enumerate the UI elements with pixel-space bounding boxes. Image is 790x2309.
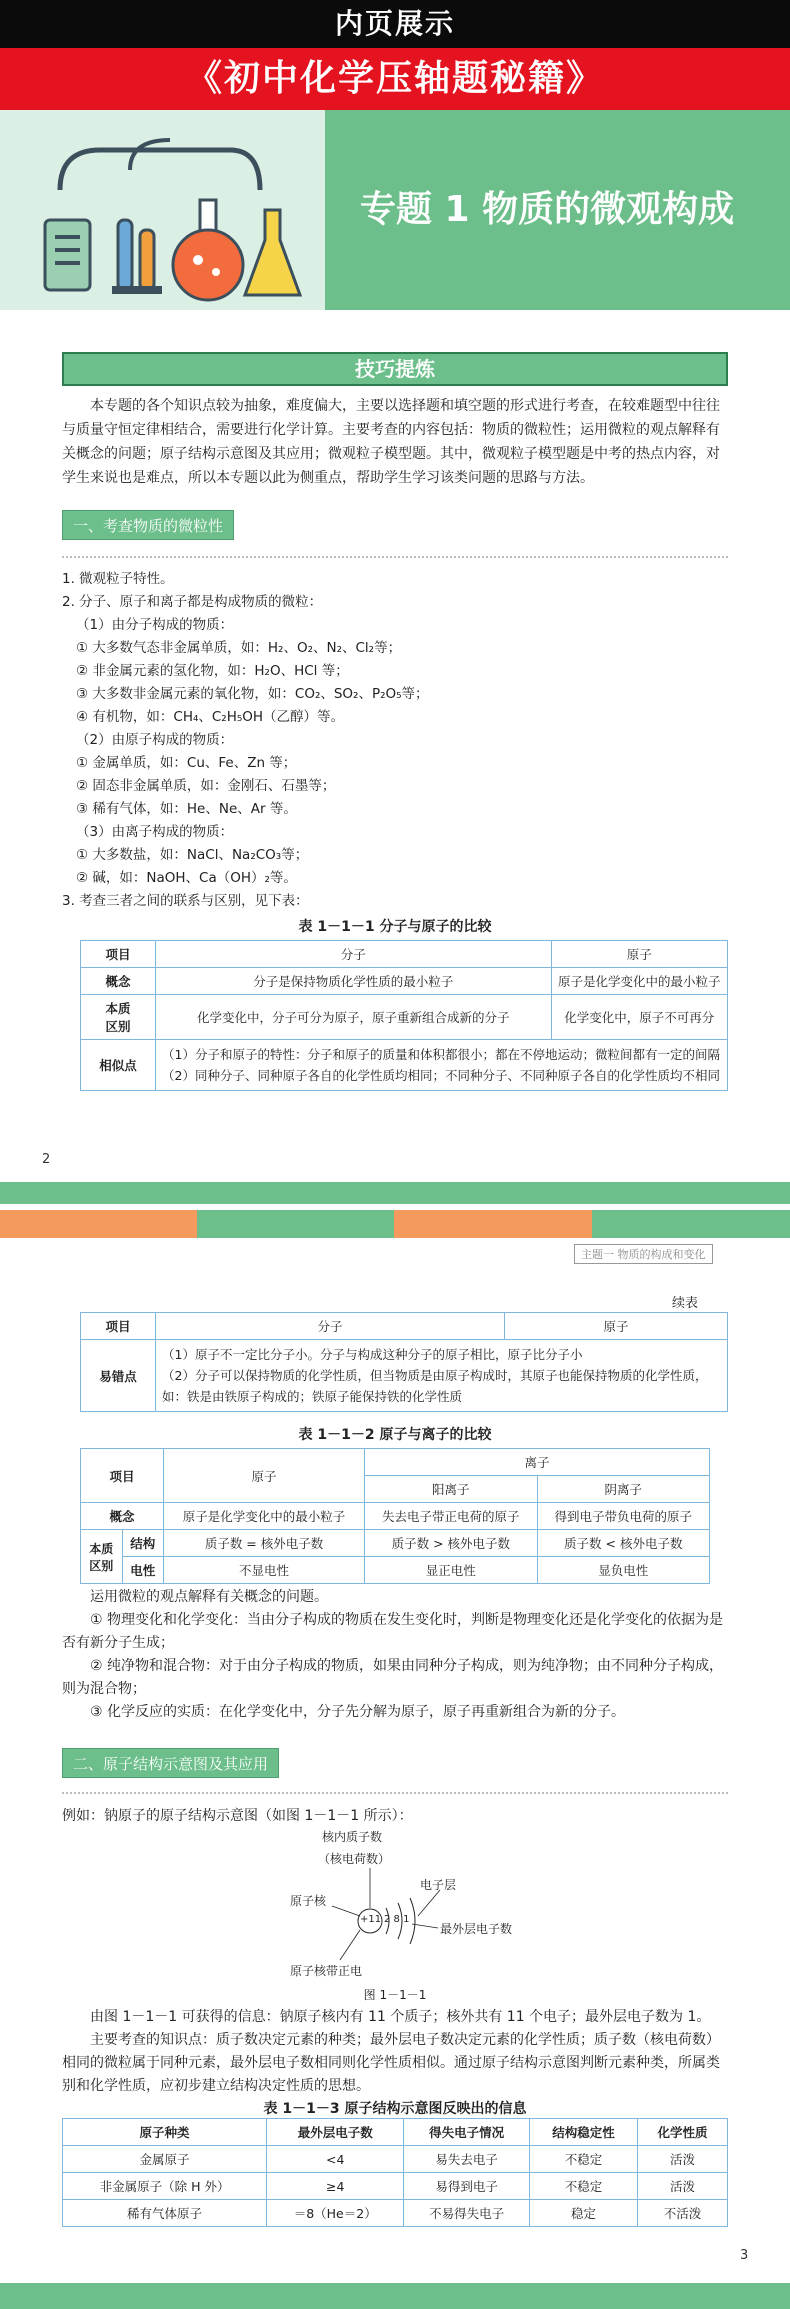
table-header: 最外层电子数 [267, 2119, 404, 2146]
info-line: 主要考查的知识点：质子数决定元素的种类；最外层电子数决定元素的化学性质；质子数（核电荷数）相同的微粒属于同种元素，最外层电子数相同则化学性质相似。通过原子结构示意图判断元素种类，所属类别和化学性质，应初步建立结构决定性质的思想。 [62, 2032, 720, 2094]
table-header: 项目 [81, 941, 156, 968]
list-item: 3. 考查三者之间的联系与区别，见下表： [62, 893, 309, 909]
table-header: 项目 [81, 1313, 156, 1340]
list-item: ② 固态非金属单质，如：金刚石、石墨等； [76, 778, 336, 794]
page-stripe [394, 1210, 592, 1238]
similarity-2: （2）同种分子、同种原子各自的化学性质均相同；不同种分子、不同种原子各自的化学性质均不相同 [162, 1068, 720, 1083]
table-cell: <4 [267, 2146, 404, 2173]
table-cell: 结构 [122, 1530, 164, 1557]
sodium-atom-diagram [260, 1828, 550, 1978]
table-cell: ＝8（He＝2） [267, 2200, 404, 2227]
table-header: 结构稳定性 [530, 2119, 638, 2146]
section2-heading: 二、原子结构示意图及其应用 [62, 1748, 279, 1778]
label-electron-shell: 电子层 [420, 1878, 457, 1892]
table3-title: 表 1－1－3 原子结构示意图反映出的信息 [263, 2101, 527, 2117]
table-cell: 分子是保持物质化学性质的最小粒子 [156, 968, 552, 995]
table-cell: 活泼 [637, 2173, 727, 2200]
divider [62, 1792, 728, 1794]
table-cell: 不稳定 [530, 2173, 638, 2200]
table-cell [156, 1340, 728, 1412]
table2-title: 表 1－1－2 原子与离子的比较 [298, 1427, 492, 1443]
explain-line: 运用微粒的观点解释有关概念的问题。 [90, 1589, 328, 1605]
pitfall-1: （1）原子不一定比分子小。分子与构成这种分子的原子相比，原子比分子小 [162, 1347, 583, 1362]
example-line: 例如：钠原子的原子结构示意图（如图 1－1－1 所示）： [62, 1808, 413, 1824]
table-header: 化学性质 [637, 2119, 727, 2146]
explain-line: ① 物理变化和化学变化：当由分子构成的物质在发生变化时，判断是物理变化还是化学变化的依据为是否有新分子生成； [62, 1612, 723, 1651]
explain-line: ③ 化学反应的实质：在化学变化中，分子先分解为原子，原子再重新组合为新的分子。 [90, 1704, 625, 1720]
list-item: ③ 稀有气体，如：He、Ne、Ar 等。 [76, 801, 297, 817]
page-number: 3 [740, 2248, 749, 2263]
table-header: 离子 [365, 1449, 710, 1476]
figure-caption: 图 1－1－1 [363, 1988, 427, 2002]
electron-config: 2 8 1 [384, 1914, 410, 1925]
list-item: ① 金属单质，如：Cu、Fe、Zn 等； [76, 755, 297, 771]
section1-list [62, 568, 728, 913]
table-cell: 稀有气体原子 [63, 2200, 267, 2227]
section1-heading: 一、考查物质的微粒性 [62, 510, 234, 540]
tips-paragraph: 本专题的各个知识点较为抽象，难度偏大，主要以选择题和填空题的形式进行考查，在较难题型中往往与质量守恒定律相结合，需要进行化学计算。主要考查的内容包括：物质的微粒性；运用微粒的观点解释有关概念的问题；原子结构示意图及其应用；微观粒子模型题。其中，微观粒子模型题是中考的热点内容，对学生来说也是难点，所以本专题以此为侧重点，帮助学生学习该类问题的思路与方法。 [62, 398, 720, 486]
divider [62, 556, 728, 558]
table-cell: 化学变化中，分子可分为原子，原子重新组合成新的分子 [156, 995, 552, 1040]
lab-equipment-icon [0, 110, 325, 310]
table-header: 分子 [156, 941, 552, 968]
page-stripe [592, 1210, 790, 1238]
table-cell [156, 1040, 728, 1091]
lab-illustration [0, 110, 325, 310]
continued-label: 续表 [672, 1296, 699, 1311]
table-cell: 原子是化学变化中的最小粒子 [164, 1503, 365, 1530]
label-proton-count: 核内质子数 [322, 1830, 383, 1844]
table-cell: 概念 [81, 968, 156, 995]
table-cell: 稳定 [530, 2200, 638, 2227]
list-item: ④ 有机物，如：CH₄、C₂H₅OH（乙醇）等。 [76, 709, 345, 725]
label-nucleus-positive: 原子核带正电 [290, 1964, 363, 1978]
list-item: ② 碱，如：NaOH、Ca（OH）₂等。 [76, 870, 297, 886]
table-cell: 不显电性 [164, 1557, 365, 1584]
page-stripe [0, 1182, 790, 1204]
table-cell: ≥4 [267, 2173, 404, 2200]
table-header: 分子 [156, 1313, 505, 1340]
table-cell: 易失去电子 [404, 2146, 530, 2173]
list-item: （3）由离子构成的物质： [76, 824, 234, 840]
list-item: ② 非金属元素的氢化物，如：H₂O、HCl 等； [76, 663, 349, 679]
diagram-info [62, 2006, 728, 2098]
table-cell: 原子是化学变化中的最小粒子 [551, 968, 727, 995]
table-cell: 不活泼 [637, 2200, 727, 2227]
table-header: 原子 [551, 941, 727, 968]
table-cell: 活泼 [637, 2146, 727, 2173]
table-cell: 本质区别 [81, 1530, 123, 1584]
table-header: 原子 [164, 1449, 365, 1503]
list-item: （2）由原子构成的物质： [76, 732, 234, 748]
table-cell: 质子数 = 核外电子数 [164, 1530, 365, 1557]
table-cell: 得到电子带负电荷的原子 [537, 1503, 709, 1530]
info-line: 由图 1－1－1 可获得的信息：钠原子核内有 11 个质子；核外共有 11 个电子；最外层电子数为 1。 [90, 2009, 711, 2025]
explain-line: ② 纯净物和混合物：对于由分子构成的物质，如果由同种分子构成，则为纯净物；由不同种分子构成，则为混合物； [62, 1658, 723, 1697]
page-stripe [197, 1210, 394, 1238]
explain-block [62, 1586, 728, 1724]
table-cell: 失去电子带正电荷的原子 [365, 1503, 537, 1530]
table-cell: 显负电性 [537, 1557, 709, 1584]
table1-title: 表 1－1－1 分子与原子的比较 [298, 919, 492, 935]
table-header: 得失电子情况 [404, 2119, 530, 2146]
pitfall-2: （2）分子可以保持物质的化学性质，但当物质是由原子构成时，其原子也能保持物质的化学性质，如：铁是由铁原子构成的；铁原子能保持铁的化学性质 [162, 1368, 708, 1404]
label-nuclear-charge: （核电荷数） [318, 1852, 391, 1866]
table-cell: 不易得失电子 [404, 2200, 530, 2227]
list-item: ③ 大多数非金属元素的氧化物，如：CO₂、SO₂、P₂O₅等； [76, 686, 429, 702]
table-cell: 电性 [122, 1557, 164, 1584]
table3 [62, 2118, 728, 2227]
table1-continued [80, 1312, 728, 1412]
list-item: ① 大多数气态非金属单质，如：H₂、O₂、N₂、Cl₂等； [76, 640, 402, 656]
page-footer-stripe [0, 2283, 790, 2309]
table-header: 项目 [81, 1449, 164, 1503]
table-cell: 化学变化中，原子不可再分 [551, 995, 727, 1040]
table-cell: 易错点 [81, 1340, 156, 1412]
table-cell: 质子数 < 核外电子数 [537, 1530, 709, 1557]
nucleus-charge: +11 [360, 1914, 382, 1925]
table-cell: 不稳定 [530, 2146, 638, 2173]
topic-title: 专题 1 物质的微观构成 [325, 110, 790, 310]
list-item: ① 大多数盐，如：NaCl、Na₂CO₃等； [76, 847, 309, 863]
table-cell: 质子数 > 核外电子数 [365, 1530, 537, 1557]
table-cell: 概念 [81, 1503, 164, 1530]
table-cell: 非金属原子（除 H 外） [63, 2173, 267, 2200]
theme-label: 主题一 物质的构成和变化 [574, 1244, 713, 1264]
list-item: 2. 分子、原子和离子都是构成物质的微粒： [62, 594, 323, 610]
table-cell: 易得到电子 [404, 2173, 530, 2200]
table-header: 阴离子 [537, 1476, 709, 1503]
table-cell: 本质 区别 [81, 995, 156, 1040]
similarity-1: （1）分子和原子的特性：分子和原子的质量和体积都很小；都在不停地运动；微粒间都有一定的间隔 [162, 1047, 720, 1062]
table2 [80, 1448, 710, 1584]
table-cell: 显正电性 [365, 1557, 537, 1584]
list-item: 1. 微观粒子特性。 [62, 571, 174, 587]
list-item: （1）由分子构成的物质： [76, 617, 234, 633]
table-header: 原子 [505, 1313, 728, 1340]
table-cell: 金属原子 [63, 2146, 267, 2173]
page-number: 2 [42, 1152, 51, 1167]
table1 [80, 940, 728, 1091]
book-title: 《初中化学压轴题秘籍》 [0, 48, 790, 110]
tips-heading: 技巧提炼 [62, 352, 728, 386]
table-row [63, 2146, 728, 2173]
page-stripe [0, 1210, 197, 1238]
table-cell: 相似点 [81, 1040, 156, 1091]
table-header: 原子种类 [63, 2119, 267, 2146]
table-row [63, 2173, 728, 2200]
top-label: 内页展示 [0, 0, 790, 48]
label-outer-electrons: 最外层电子数 [440, 1922, 513, 1936]
label-nucleus: 原子核 [290, 1894, 327, 1908]
table-row [63, 2200, 728, 2227]
table-header: 阳离子 [365, 1476, 537, 1503]
